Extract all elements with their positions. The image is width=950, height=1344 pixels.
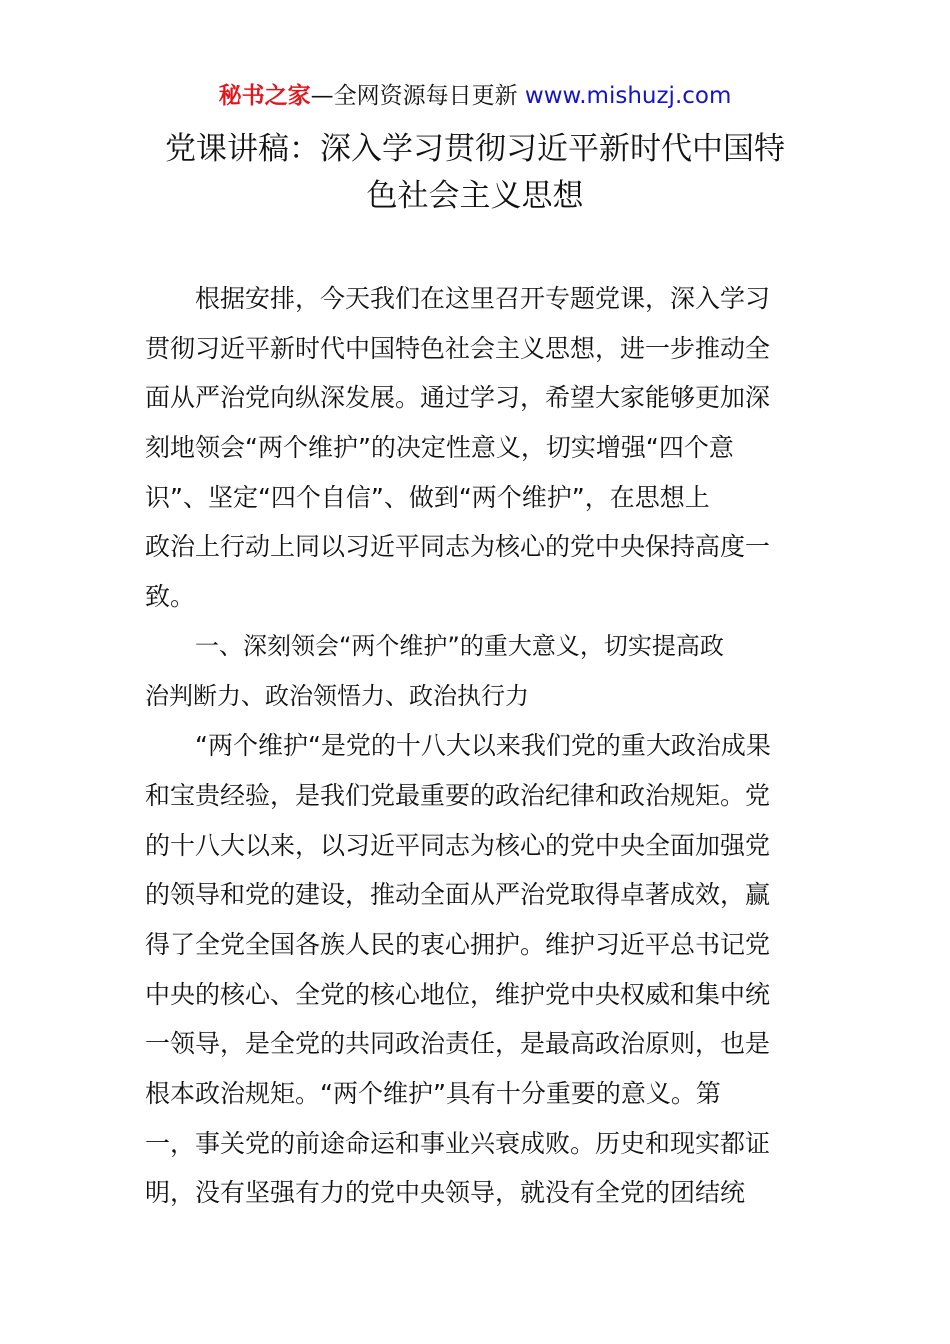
paragraph-2-line-6: 中央的核心、全党的核心地位，维护党中央权威和集中统 — [145, 979, 771, 1009]
paragraph-2-line-4: 的领导和党的建设，推动全面从严治党取得卓著成效，赢 — [145, 880, 771, 910]
paragraph-2-line-8: 根本政治规矩。“两个维护”具有十分重要的意义。第 — [145, 1079, 721, 1108]
site-url-link[interactable]: www.mishuzj.com — [524, 83, 732, 109]
paragraph-1-line-3: 面从严治党向纵深发展。通过学习，希望大家能够更加深 — [145, 383, 771, 413]
section-heading-line-1: 一、深刻领会“两个维护”的重大意义，切实提高政 — [195, 631, 724, 660]
paragraph-1-line-6: 政治上行动上同以习近平同志为核心的党中央保持高度一 — [145, 532, 771, 562]
site-header — [0, 80, 950, 112]
site-name: 秘书之家 — [218, 83, 311, 109]
paragraph-2-line-1: “两个维护“是党的十八大以来我们党的重大政治成果 — [195, 731, 771, 761]
body-text — [145, 274, 810, 1218]
paragraph-2-line-9: 一，事关党的前途命运和事业兴衰成败。历史和现实都证 — [145, 1128, 771, 1158]
site-tagline: —全网资源每日更新 — [310, 83, 525, 109]
paragraph-2-line-5: 得了全党全国各族人民的衷心拥护。维护习近平总书记党 — [145, 929, 771, 959]
section-heading-line-2: 治判断力、政治领悟力、政治执行力 — [145, 681, 529, 710]
paragraph-1-line-1: 根据安排，今天我们在这里召开专题党课，深入学习 — [195, 284, 771, 313]
paragraph-2-line-10: 明，没有坚强有力的党中央领导，就没有全党的团结统 — [145, 1178, 746, 1208]
paragraph-1-line-4: 刻地领会“两个维护”的决定性意义，切实增强“四个意 — [145, 433, 734, 463]
paragraph-2-line-3: 的十八大以来，以习近平同志为核心的党中央全面加强党 — [145, 830, 771, 860]
paragraph-2-line-2: 和宝贵经验，是我们党最重要的政治纪律和政治规矩。党 — [145, 780, 771, 810]
paragraph-1-line-2: 贯彻习近平新时代中国特色社会主义思想，进一步推动全 — [145, 333, 771, 363]
paragraph-1-line-7: 致。 — [145, 582, 196, 612]
paragraph-2-line-7: 一领导，是全党的共同政治责任，是最高政治原则，也是 — [145, 1029, 771, 1059]
document-title — [140, 126, 810, 220]
title-line-2: 色社会主义思想 — [366, 178, 584, 214]
paragraph-1-line-5: 识”、坚定“四个自信”、做到“两个维护”，在思想上 — [145, 482, 710, 512]
title-line-1: 党课讲稿：深入学习贯彻习近平新时代中国特 — [165, 131, 785, 167]
